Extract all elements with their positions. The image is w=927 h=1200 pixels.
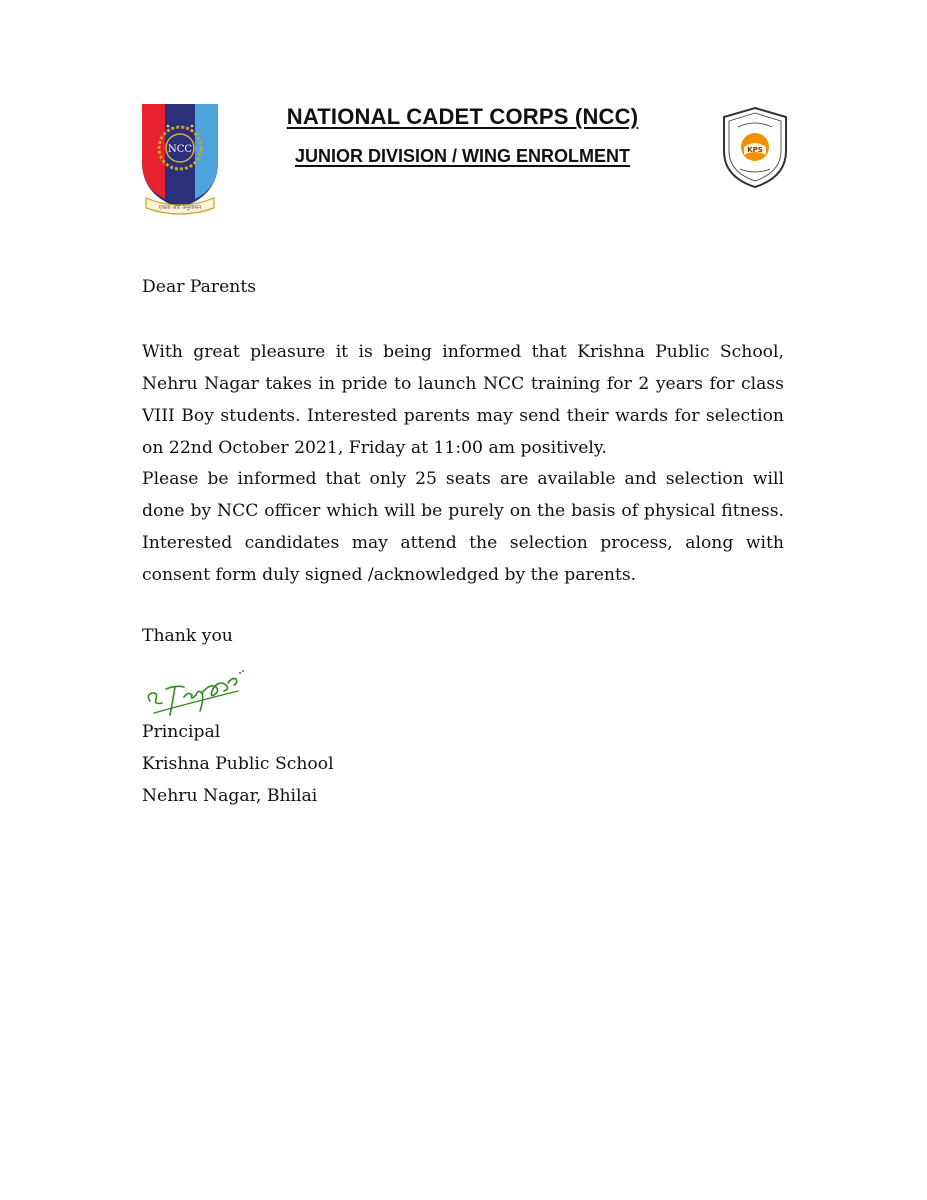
page-subtitle: JUNIOR DIVISION / WING ENROLMENT — [294, 146, 630, 166]
school-crest-initials: KPS — [747, 146, 763, 154]
signatory-address: Nehru Nagar, Bhilai — [142, 786, 318, 806]
ncc-emblem-icon — [138, 100, 222, 220]
signatory-designation: Principal — [142, 722, 221, 742]
letter-salutation: Dear Parents — [142, 277, 257, 297]
signatory-school: Krishna Public School — [142, 754, 334, 774]
letter-paragraph-2: Please be informed that only 25 seats are available and selection will done by NCC officer which will be purely on the basis of physical fitness. Interested candidates may attend the selection process, along with consent form duly signed /acknowledged by the parents. — [142, 469, 784, 585]
letter-paragraph-1: With great pleasure it is being informed that Krishna Public School, Nehru Nagar takes in pride to launch NCC training for 2 years for class VIII Boy students. Interested parents may send their wards for selection on 22nd October 2021, Friday at 11:00 am positively. — [142, 342, 784, 458]
letter-closing: Thank you — [142, 626, 233, 646]
signatory-block — [142, 716, 334, 812]
ncc-emblem-text: NCC — [167, 144, 193, 155]
page-title: NATIONAL CADET CORPS (NCC) — [286, 104, 639, 129]
ncc-motto-text: एकता और अनुशासन — [158, 205, 202, 211]
school-crest-icon — [720, 105, 790, 190]
